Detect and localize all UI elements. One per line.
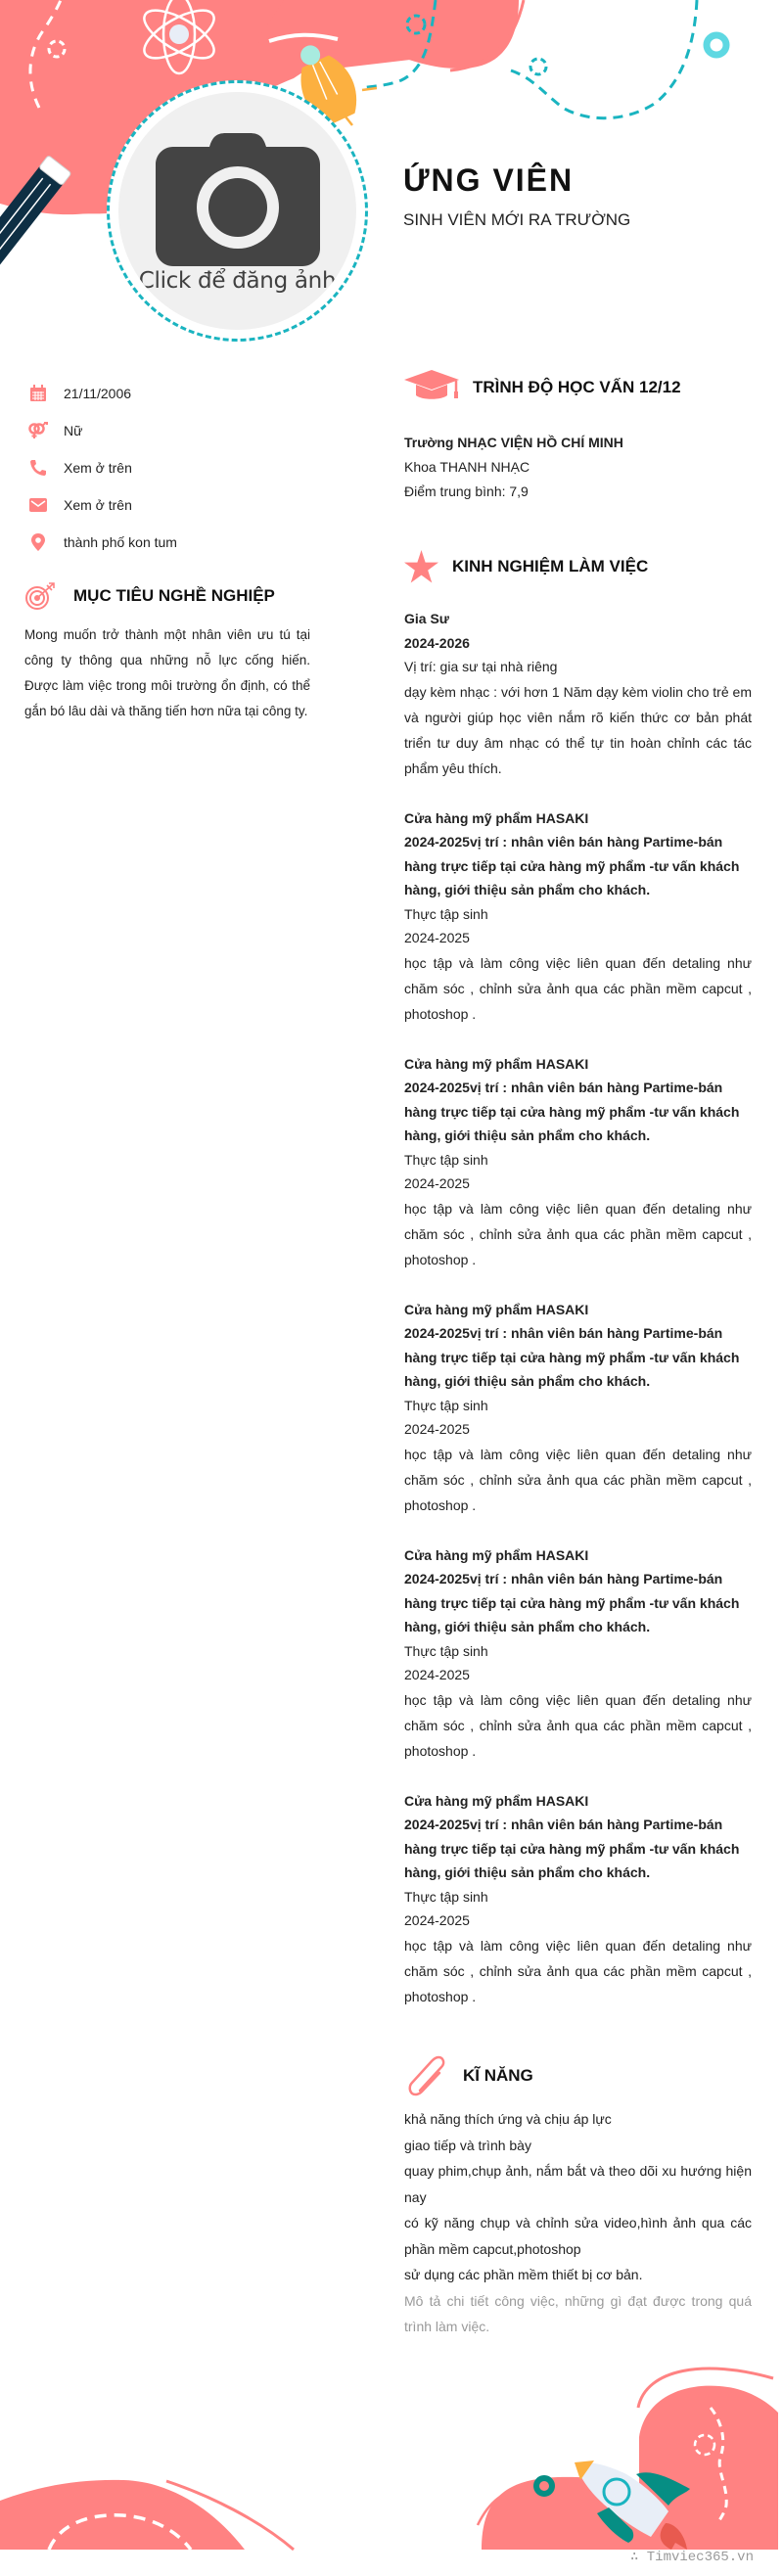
contact-gender[interactable]	[27, 412, 350, 449]
address-value: thành phố kon tum	[64, 534, 177, 550]
experience-list	[404, 607, 752, 2009]
avatar-upload[interactable]	[107, 80, 368, 342]
education-gpa: Điểm trung bình: 7,9	[404, 483, 529, 499]
star-icon	[404, 550, 438, 583]
experience-period: 2024-2025	[404, 1421, 470, 1437]
contact-email[interactable]	[27, 486, 350, 524]
skills-placeholder-hint: Mô tả chi tiết công việc, những gì đạt được trong quá trình làm việc.	[404, 2292, 752, 2334]
section-experience-header	[404, 550, 648, 583]
experience-description: học tập và làm công việc liên quan đến detaling như chăm sóc , chỉnh sửa ảnh qua các phần mềm capcut , photoshop .	[404, 954, 752, 1022]
target-icon	[25, 581, 57, 611]
candidate-job-title[interactable]: SINH VIÊN MỚI RA TRƯỜNG	[403, 210, 631, 229]
section-objective-title: MỤC TIÊU NGHỀ NGHIỆP	[73, 586, 275, 605]
experience-company: Cửa hàng mỹ phẩm HASAKI	[404, 809, 589, 826]
section-education-header	[404, 370, 681, 405]
phone-value: Xem ở trên	[64, 460, 132, 476]
experience-period: 2024-2025	[404, 1175, 470, 1191]
skill-item: có kỹ năng chụp và chỉnh sửa video,hình ảnh qua các phần mềm capcut,photoshop	[404, 2215, 752, 2257]
experience-item[interactable]	[404, 1052, 752, 1272]
gender-icon	[27, 420, 49, 441]
experience-position: Vị trí: gia sư tại nhà riêng	[404, 659, 558, 674]
contact-birthday[interactable]	[27, 375, 350, 412]
avatar-upload-label: Click để đăng ảnh	[138, 268, 337, 294]
contact-info	[27, 375, 350, 561]
objective-text[interactable]: Mong muốn trở thành một nhân viên ưu tú tại công ty thông qua những nỗ lực cống hiến. Được làm việc trong môi trường ổn định, có thể gắn bó lâu dài và thăng tiến hơn nữa tại công ty.	[24, 627, 310, 718]
skill-item: sử dụng các phần mềm thiết bị cơ bản.	[404, 2267, 643, 2282]
experience-description: học tập và làm công việc liên quan đến detaling như chăm sóc , chỉnh sửa ảnh qua các phần mềm capcut , photoshop .	[404, 1691, 752, 1759]
section-skills-title: KĨ NĂNG	[463, 2066, 533, 2085]
email-value: Xem ở trên	[64, 497, 132, 513]
watermark: ∴ Timviec365.vn	[629, 2550, 754, 2565]
experience-position: Thực tập sinh	[404, 1397, 488, 1413]
candidate-name[interactable]: ỨNG VIÊN	[403, 162, 575, 198]
experience-item[interactable]	[404, 1543, 752, 1764]
experience-headline: 2024-2025vị trí : nhân viên bán hàng Partime-bán hàng trực tiếp tại cửa hàng mỹ phẩm -tư vấn khách hàng, giới thiệu sản phẩm cho khách.	[404, 1325, 740, 1389]
birthday-value: 21/11/2006	[64, 386, 132, 401]
education-school: Trường NHẠC VIỆN HỒ CHÍ MINH	[404, 435, 623, 450]
section-skills-header	[406, 2055, 533, 2096]
graduation-cap-icon	[404, 370, 459, 405]
experience-headline: 2024-2025vị trí : nhân viên bán hàng Partime-bán hàng trực tiếp tại cửa hàng mỹ phẩm -tư vấn khách hàng, giới thiệu sản phẩm cho khách.	[404, 834, 740, 897]
experience-company: Cửa hàng mỹ phẩm HASAKI	[404, 1055, 589, 1072]
location-icon	[27, 531, 49, 553]
experience-period: 2024-2025	[404, 1912, 470, 1928]
section-education-title: TRÌNH ĐỘ HỌC VẤN 12/12	[473, 378, 681, 396]
experience-position: Thực tập sinh	[404, 1642, 488, 1659]
skill-item: giao tiếp và trình bày	[404, 2137, 531, 2153]
email-icon	[27, 494, 49, 516]
education-major: Khoa THANH NHẠC	[404, 459, 530, 475]
contact-address[interactable]	[27, 524, 350, 561]
experience-company: Cửa hàng mỹ phẩm HASAKI	[404, 1546, 589, 1563]
gender-value: Nữ	[64, 423, 83, 438]
calendar-icon	[27, 383, 49, 404]
experience-description: học tập và làm công việc liên quan đến detaling như chăm sóc , chỉnh sửa ảnh qua các phần mềm capcut , photoshop .	[404, 1937, 752, 2004]
experience-period: 2024-2026	[404, 634, 470, 651]
experience-headline: 2024-2025vị trí : nhân viên bán hàng Partime-bán hàng trực tiếp tại cửa hàng mỹ phẩm -tư vấn khách hàng, giới thiệu sản phẩm cho khách.	[404, 1571, 740, 1634]
skill-item: khả năng thích ứng và chịu áp lực	[404, 2111, 612, 2127]
ring-icon	[707, 35, 726, 55]
skill-item: quay phim,chụp ảnh, nắm bắt và theo dõi xu hướng hiện nay	[404, 2163, 752, 2205]
experience-description: dạy kèm nhạc : với hơn 1 Năm dạy kèm violin cho trẻ em và người giúp học viên nắm rõ kiến thức cơ bản phát triển tư duy âm nhạc có thể tự tin hoàn chỉnh các tác phẩm yêu thích.	[404, 683, 752, 776]
camera-icon	[156, 133, 320, 266]
experience-period: 2024-2025	[404, 1667, 470, 1682]
experience-item[interactable]	[404, 806, 752, 1027]
paperclip-icon	[406, 2055, 447, 2096]
experience-company: Cửa hàng mỹ phẩm HASAKI	[404, 1301, 589, 1317]
experience-headline: 2024-2025vị trí : nhân viên bán hàng Partime-bán hàng trực tiếp tại cửa hàng mỹ phẩm -tư vấn khách hàng, giới thiệu sản phẩm cho khách.	[404, 1817, 740, 1880]
experience-company: Cửa hàng mỹ phẩm HASAKI	[404, 1792, 589, 1809]
section-objective-header	[25, 581, 275, 611]
experience-item[interactable]	[404, 1789, 752, 2009]
contact-phone[interactable]	[27, 449, 350, 486]
footer-decoration	[0, 2349, 783, 2554]
avatar[interactable]	[118, 92, 356, 330]
education-entry[interactable]	[404, 431, 752, 504]
experience-description: học tập và làm công việc liên quan đến detaling như chăm sóc , chỉnh sửa ảnh qua các phần mềm capcut , photoshop .	[404, 1200, 752, 1267]
phone-icon	[27, 457, 49, 479]
experience-description: học tập và làm công việc liên quan đến detaling như chăm sóc , chỉnh sửa ảnh qua các phần mềm capcut , photoshop .	[404, 1446, 752, 1513]
experience-position: Thực tập sinh	[404, 1888, 488, 1905]
experience-company: Gia Sư	[404, 611, 449, 626]
section-experience-title: KINH NGHIỆM LÀM VIỆC	[452, 557, 649, 575]
experience-headline: 2024-2025vị trí : nhân viên bán hàng Partime-bán hàng trực tiếp tại cửa hàng mỹ phẩm -tư vấn khách hàng, giới thiệu sản phẩm cho khách.	[404, 1080, 740, 1143]
experience-item[interactable]	[404, 607, 752, 781]
experience-position: Thực tập sinh	[404, 905, 488, 922]
skills-list[interactable]	[404, 2106, 752, 2340]
experience-item[interactable]	[404, 1298, 752, 1518]
experience-period: 2024-2025	[404, 930, 470, 945]
experience-position: Thực tập sinh	[404, 1151, 488, 1168]
